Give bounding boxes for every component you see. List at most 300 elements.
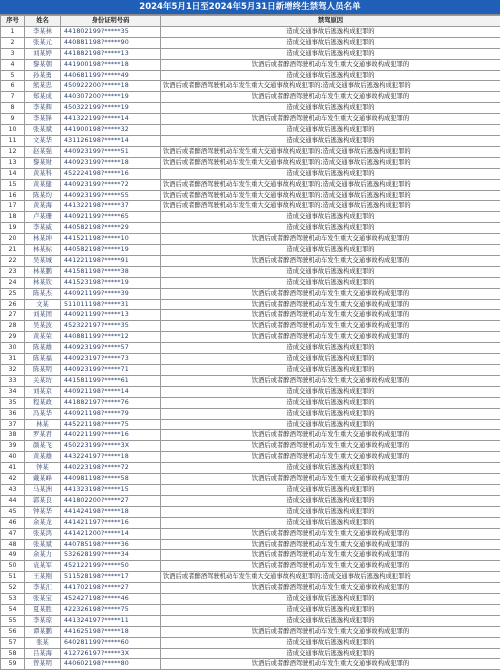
- row-number-cell: 16: [1, 190, 25, 201]
- table-row: [1, 365, 500, 376]
- name-cell: 林某坤: [25, 234, 61, 245]
- table-row: [1, 343, 500, 354]
- name-cell: 黄某荣: [25, 332, 61, 343]
- id-number-cell: 440923199?*****18: [61, 157, 161, 168]
- id-number-cell: 440923199?*****57: [61, 343, 161, 354]
- table-row: [1, 103, 500, 114]
- name-cell: 颜某飞: [25, 441, 61, 452]
- ban-reason-cell: 饮酒后或者醉酒驾驶机动车发生重大交通事故构成犯罪的: [161, 234, 500, 245]
- row-number-cell: 2: [1, 37, 25, 48]
- id-number-cell: 440923197?*****73: [61, 354, 161, 365]
- table-row: [1, 452, 500, 463]
- table-row: [1, 48, 500, 59]
- table-row: [1, 386, 500, 397]
- id-number-cell: 441900198?*****32: [61, 125, 161, 136]
- ban-reason-cell: 饮酒后或者醉酒驾驶机动车发生重大交通事故构成犯罪的: [161, 321, 500, 332]
- table-row: [1, 637, 500, 648]
- row-number-cell: 50: [1, 561, 25, 572]
- ban-reason-cell: 造成交通事故后逃逸构成犯罪的: [161, 419, 500, 430]
- ban-reason-cell: 饮酒后或者醉酒驾驶机动车发生重大交通事故构成犯罪的;造成交通事故后逃逸构成犯罪的: [161, 201, 500, 212]
- id-number-cell: 450922200?*****18: [61, 81, 161, 92]
- id-number-cell: 452322197?*****35: [61, 321, 161, 332]
- ban-reason-cell: 造成交通事故后逃逸构成犯罪的: [161, 223, 500, 234]
- row-number-cell: 32: [1, 365, 25, 376]
- ban-reason-cell: 饮酒后或者醉酒驾驶机动车发生重大交通事故构成犯罪的: [161, 539, 500, 550]
- row-number-cell: 31: [1, 354, 25, 365]
- id-number-cell: 441900198?*****18: [61, 59, 161, 70]
- name-cell: 李某辉: [25, 103, 61, 114]
- name-cell: 吕某海: [25, 648, 61, 659]
- name-cell: 陈某明: [25, 365, 61, 376]
- table-row: [1, 659, 500, 670]
- row-number-cell: 57: [1, 637, 25, 648]
- name-cell: 张某斌: [25, 125, 61, 136]
- table-row: [1, 506, 500, 517]
- table-row: [1, 157, 500, 168]
- ban-reason-cell: 饮酒后或者醉酒驾驶机动车发生重大交通事故构成犯罪的: [161, 626, 500, 637]
- ban-reason-cell: 饮酒后或者醉酒驾驶机动车发生重大交通事故构成犯罪的: [161, 299, 500, 310]
- ban-reason-cell: 造成交通事故后逃逸构成犯罪的: [161, 365, 500, 376]
- name-cell: 陈某杰: [25, 288, 61, 299]
- id-number-cell: 440923199?*****51: [61, 146, 161, 157]
- table-row: [1, 626, 500, 637]
- name-cell: 郭某良: [25, 495, 61, 506]
- ban-reason-cell: 饮酒后或者醉酒驾驶机动车发生重大交通事故构成犯罪的: [161, 474, 500, 485]
- table-row: [1, 495, 500, 506]
- ban-reason-cell: 饮酒后或者醉酒驾驶机动车发生重大交通事故构成犯罪的: [161, 59, 500, 70]
- table-row: [1, 212, 500, 223]
- row-number-cell: 9: [1, 114, 25, 125]
- row-number-cell: 36: [1, 408, 25, 419]
- id-number-cell: 452224198?*****16: [61, 168, 161, 179]
- row-number-cell: 23: [1, 266, 25, 277]
- ban-reason-cell: 饮酒后或者醉酒驾驶机动车发生重大交通事故构成犯罪的;造成交通事故后逃逸构成犯罪的: [161, 190, 500, 201]
- name-cell: 余某力: [25, 550, 61, 561]
- ban-reason-cell: 造成交通事故后逃逸构成犯罪的: [161, 354, 500, 365]
- id-number-cell: 440921198?*****79: [61, 408, 161, 419]
- ban-reason-cell: 饮酒后或者醉酒驾驶机动车发生重大交通事故构成犯罪的: [161, 550, 500, 561]
- id-number-cell: 440221199?*****16: [61, 430, 161, 441]
- row-number-cell: 5: [1, 70, 25, 81]
- row-number-cell: 7: [1, 92, 25, 103]
- name-cell: 黄某健: [25, 179, 61, 190]
- ban-reason-cell: 造成交通事故后逃逸构成犯罪的: [161, 648, 500, 659]
- table-row: [1, 37, 500, 48]
- name-cell: 林某: [25, 419, 61, 430]
- ban-reason-cell: 饮酒后或者醉酒驾驶机动车发生重大交通事故构成犯罪的: [161, 659, 500, 670]
- name-cell: 刘某婷: [25, 48, 61, 59]
- ban-reason-cell: 造成交通事故后逃逸构成犯罪的: [161, 168, 500, 179]
- id-number-cell: 441882197?*****76: [61, 397, 161, 408]
- table-row: [1, 223, 500, 234]
- row-number-cell: 44: [1, 495, 25, 506]
- table-row: [1, 321, 500, 332]
- ban-reason-cell: 饮酒后或者醉酒驾驶机动车发生重大交通事故构成犯罪的;造成交通事故后逃逸构成犯罪的: [161, 81, 500, 92]
- ban-reason-cell: 造成交通事故后逃逸构成犯罪的: [161, 277, 500, 288]
- row-number-cell: 35: [1, 397, 25, 408]
- header-no: 序号: [1, 16, 25, 27]
- name-cell: 卢某珊: [25, 212, 61, 223]
- id-number-cell: 511528198?*****17: [61, 572, 161, 583]
- row-number-cell: 13: [1, 157, 25, 168]
- id-number-cell: 441324197?*****11: [61, 615, 161, 626]
- table-row: [1, 255, 500, 266]
- ban-reason-cell: 饮酒后或者醉酒驾驶机动车发生重大交通事故构成犯罪的: [161, 332, 500, 343]
- row-number-cell: 17: [1, 201, 25, 212]
- table-row: [1, 561, 500, 572]
- id-number-cell: 443224197?*****18: [61, 452, 161, 463]
- table-row: [1, 594, 500, 605]
- table-row: [1, 146, 500, 157]
- id-number-cell: 440881199?*****12: [61, 332, 161, 343]
- table-row: [1, 397, 500, 408]
- id-number-cell: 441802199?*****35: [61, 26, 161, 37]
- ban-reason-cell: 饮酒后或者醉酒驾驶机动车发生重大交通事故构成犯罪的: [161, 255, 500, 266]
- table-row: [1, 288, 500, 299]
- table-row: [1, 550, 500, 561]
- id-number-cell: 441322198?*****37: [61, 201, 161, 212]
- name-cell: 马某洲: [25, 484, 61, 495]
- id-number-cell: 441521198?*****10: [61, 234, 161, 245]
- row-number-cell: 27: [1, 310, 25, 321]
- id-number-cell: 440921199?*****65: [61, 212, 161, 223]
- table-row: [1, 245, 500, 256]
- id-number-cell: 441421200?*****14: [61, 528, 161, 539]
- name-cell: 冯某华: [25, 408, 61, 419]
- table-row: [1, 92, 500, 103]
- id-number-cell: 441882198?*****13: [61, 48, 161, 59]
- ban-reason-cell: 饮酒后或者醉酒驾驶机动车发生重大交通事故构成犯罪的: [161, 310, 500, 321]
- row-number-cell: 56: [1, 626, 25, 637]
- table-row: [1, 583, 500, 594]
- id-number-cell: 440923199?*****71: [61, 365, 161, 376]
- ban-reason-cell: 造成交通事故后逃逸构成犯罪的: [161, 245, 500, 256]
- table-row: [1, 168, 500, 179]
- ban-reason-cell: 饮酒后或者醉酒驾驶机动车发生重大交通事故构成犯罪的: [161, 583, 500, 594]
- id-number-cell: 440921198?*****14: [61, 386, 161, 397]
- table-row: [1, 234, 500, 245]
- row-number-cell: 40: [1, 452, 25, 463]
- ban-reason-cell: 饮酒后或者醉酒驾驶机动车发生重大交通事故构成犯罪的;造成交通事故后逃逸构成犯罪的: [161, 179, 500, 190]
- ban-reason-cell: 造成交通事故后逃逸构成犯罪的: [161, 266, 500, 277]
- ban-reason-cell: 饮酒后或者醉酒驾驶机动车发生重大交通事故构成犯罪的: [161, 561, 500, 572]
- header-name: 姓名: [25, 16, 61, 27]
- ban-reason-cell: 造成交通事故后逃逸构成犯罪的: [161, 343, 500, 354]
- id-number-cell: 441323198?*****15: [61, 484, 161, 495]
- table-body: [1, 26, 500, 669]
- ban-reason-cell: 造成交通事故后逃逸构成犯罪的: [161, 408, 500, 419]
- ban-reason-cell: 造成交通事故后逃逸构成犯罪的: [161, 125, 500, 136]
- id-number-cell: 441421197?*****16: [61, 517, 161, 528]
- name-cell: 孙某勇: [25, 70, 61, 81]
- name-cell: 曾某明: [25, 659, 61, 670]
- name-cell: 郑某成: [25, 92, 61, 103]
- row-number-cell: 52: [1, 583, 25, 594]
- table-row: [1, 266, 500, 277]
- name-cell: 谭某鹏: [25, 626, 61, 637]
- ban-reason-cell: 造成交通事故后逃逸构成犯罪的: [161, 37, 500, 48]
- table-row: [1, 604, 500, 615]
- name-cell: 刘某京: [25, 386, 61, 397]
- name-cell: 钟某华: [25, 506, 61, 517]
- id-number-cell: 441625198?*****18: [61, 626, 161, 637]
- name-cell: 林某鹏: [25, 266, 61, 277]
- id-number-cell: 422326198?*****75: [61, 604, 161, 615]
- name-cell: 林某标: [25, 245, 61, 256]
- ban-reason-cell: 造成交通事故后逃逸构成犯罪的: [161, 495, 500, 506]
- row-number-cell: 19: [1, 223, 25, 234]
- ban-reason-cell: 饮酒后或者醉酒驾驶机动车发生重大交通事故构成犯罪的: [161, 114, 500, 125]
- table-row: [1, 463, 500, 474]
- row-number-cell: 11: [1, 135, 25, 146]
- ban-reason-cell: 饮酒后或者醉酒驾驶机动车发生重大交通事故构成犯罪的: [161, 375, 500, 386]
- ban-reason-cell: 造成交通事故后逃逸构成犯罪的: [161, 386, 500, 397]
- id-number-cell: 441322199?*****14: [61, 114, 161, 125]
- name-cell: 黎某朝: [25, 59, 61, 70]
- row-number-cell: 37: [1, 419, 25, 430]
- ban-reason-cell: 饮酒后或者醉酒驾驶机动车发生重大交通事故构成犯罪的;造成交通事故后逃逸构成犯罪的: [161, 146, 500, 157]
- row-number-cell: 55: [1, 615, 25, 626]
- id-number-cell: 640281199?*****60: [61, 637, 161, 648]
- row-number-cell: 47: [1, 528, 25, 539]
- table-row: [1, 81, 500, 92]
- id-number-cell: 440681199?*****49: [61, 70, 161, 81]
- ban-reason-cell: 造成交通事故后逃逸构成犯罪的: [161, 70, 500, 81]
- name-cell: 刘某团: [25, 310, 61, 321]
- row-number-cell: 49: [1, 550, 25, 561]
- banned-drivers-table: [0, 15, 500, 670]
- ban-reason-cell: 造成交通事故后逃逸构成犯罪的: [161, 212, 500, 223]
- row-number-cell: 25: [1, 288, 25, 299]
- row-number-cell: 58: [1, 648, 25, 659]
- ban-reason-cell: 饮酒后或者醉酒驾驶机动车发生重大交通事故构成犯罪的: [161, 528, 500, 539]
- row-number-cell: 39: [1, 441, 25, 452]
- ban-reason-cell: 饮酒后或者醉酒驾驶机动车发生重大交通事故构成犯罪的: [161, 452, 500, 463]
- row-number-cell: 14: [1, 168, 25, 179]
- name-cell: 李某锋: [25, 114, 61, 125]
- id-number-cell: 440923199?*****55: [61, 190, 161, 201]
- row-number-cell: 34: [1, 386, 25, 397]
- table-row: [1, 441, 500, 452]
- name-cell: 钟某: [25, 463, 61, 474]
- table-row: [1, 615, 500, 626]
- name-cell: 吴某波: [25, 321, 61, 332]
- id-number-cell: 440881198?*****90: [61, 37, 161, 48]
- id-number-cell: 440582198?*****19: [61, 245, 161, 256]
- table-row: [1, 648, 500, 659]
- id-number-cell: 441523198?*****19: [61, 277, 161, 288]
- ban-reason-cell: 造成交通事故后逃逸构成犯罪的: [161, 506, 500, 517]
- id-number-cell: 440785198?*****36: [61, 539, 161, 550]
- id-number-cell: 532628199?*****34: [61, 550, 161, 561]
- name-cell: 张某宝: [25, 594, 61, 605]
- ban-reason-cell: 造成交通事故后逃逸构成犯罪的: [161, 615, 500, 626]
- name-cell: 赵某强: [25, 146, 61, 157]
- table-row: [1, 419, 500, 430]
- row-number-cell: 22: [1, 255, 25, 266]
- name-cell: 吴某城: [25, 255, 61, 266]
- row-number-cell: 45: [1, 506, 25, 517]
- table-row: [1, 517, 500, 528]
- row-number-cell: 59: [1, 659, 25, 670]
- table-row: [1, 299, 500, 310]
- header-id: 身份证明号码: [61, 16, 161, 27]
- name-cell: 夏某胜: [25, 604, 61, 615]
- table-row: [1, 179, 500, 190]
- name-cell: 陈某福: [25, 354, 61, 365]
- row-number-cell: 24: [1, 277, 25, 288]
- row-number-cell: 53: [1, 594, 25, 605]
- table-row: [1, 528, 500, 539]
- ban-reason-cell: 造成交通事故后逃逸构成犯罪的: [161, 484, 500, 495]
- id-number-cell: 440223198?*****72: [61, 463, 161, 474]
- name-cell: 李某威: [25, 223, 61, 234]
- ban-reason-cell: 造成交通事故后逃逸构成犯罪的: [161, 637, 500, 648]
- table-row: [1, 114, 500, 125]
- id-number-cell: 440921199?*****39: [61, 288, 161, 299]
- ban-reason-cell: 造成交通事故后逃逸构成犯罪的: [161, 135, 500, 146]
- id-number-cell: 441702198?*****27: [61, 583, 161, 594]
- ban-reason-cell: 造成交通事故后逃逸构成犯罪的: [161, 604, 500, 615]
- id-number-cell: 441221198?*****91: [61, 255, 161, 266]
- id-number-cell: 440921199?*****13: [61, 310, 161, 321]
- ban-reason-cell: 造成交通事故后逃逸构成犯罪的: [161, 463, 500, 474]
- header-reason: 禁驾原因: [161, 16, 500, 27]
- row-number-cell: 54: [1, 604, 25, 615]
- table-row: [1, 59, 500, 70]
- name-cell: 程某政: [25, 397, 61, 408]
- id-number-cell: 440981198?*****58: [61, 474, 161, 485]
- name-cell: 黄某海: [25, 201, 61, 212]
- table-row: [1, 572, 500, 583]
- name-cell: 李某汇: [25, 583, 61, 594]
- id-number-cell: 511011198?*****31: [61, 299, 161, 310]
- name-cell: 罗某君: [25, 430, 61, 441]
- name-cell: 张某: [25, 637, 61, 648]
- table-row: [1, 375, 500, 386]
- name-cell: 陈某雄: [25, 343, 61, 354]
- name-cell: 戴某峰: [25, 474, 61, 485]
- ban-reason-cell: 造成交通事故后逃逸构成犯罪的: [161, 517, 500, 528]
- row-number-cell: 4: [1, 59, 25, 70]
- ban-reason-cell: 饮酒后或者醉酒驾驶机动车发生重大交通事故构成犯罪的: [161, 288, 500, 299]
- ban-reason-cell: 造成交通事故后逃逸构成犯罪的: [161, 26, 500, 37]
- row-number-cell: 46: [1, 517, 25, 528]
- row-number-cell: 21: [1, 245, 25, 256]
- name-cell: 文某: [25, 299, 61, 310]
- name-cell: 袁某军: [25, 561, 61, 572]
- name-cell: 文某华: [25, 135, 61, 146]
- table-row: [1, 135, 500, 146]
- id-number-cell: 431126198?*****14: [61, 135, 161, 146]
- table-row: [1, 70, 500, 81]
- name-cell: 熊某忠: [25, 81, 61, 92]
- row-number-cell: 20: [1, 234, 25, 245]
- table-row: [1, 484, 500, 495]
- ban-reason-cell: 造成交通事故后逃逸构成犯罪的: [161, 594, 500, 605]
- table-row: [1, 310, 500, 321]
- id-number-cell: 440923199?*****72: [61, 179, 161, 190]
- table-row: [1, 354, 500, 365]
- ban-reason-cell: 造成交通事故后逃逸构成犯罪的: [161, 397, 500, 408]
- row-number-cell: 8: [1, 103, 25, 114]
- table-row: [1, 332, 500, 343]
- id-number-cell: 440307200?*****19: [61, 92, 161, 103]
- name-cell: 张某鸿: [25, 528, 61, 539]
- list-title: 2024年5月1日至2024年5月31日新增终生禁驾人员名单: [0, 0, 500, 15]
- row-number-cell: 6: [1, 81, 25, 92]
- ban-reason-cell: 饮酒后或者醉酒驾驶机动车发生重大交通事故构成犯罪的: [161, 92, 500, 103]
- id-number-cell: 452427198?*****46: [61, 594, 161, 605]
- row-number-cell: 41: [1, 463, 25, 474]
- name-cell: 林某钦: [25, 277, 61, 288]
- name-cell: 关某坊: [25, 375, 61, 386]
- id-number-cell: 445221198?*****75: [61, 419, 161, 430]
- ban-reason-cell: 饮酒后或者醉酒驾驶机动车发生重大交通事故构成犯罪的;造成交通事故后逃逸构成犯罪的: [161, 157, 500, 168]
- table-row: [1, 539, 500, 550]
- row-number-cell: 48: [1, 539, 25, 550]
- table-row: [1, 190, 500, 201]
- name-cell: 王某刚: [25, 572, 61, 583]
- row-number-cell: 30: [1, 343, 25, 354]
- name-cell: 李某琼: [25, 615, 61, 626]
- row-number-cell: 29: [1, 332, 25, 343]
- table-row: [1, 408, 500, 419]
- ban-reason-cell: 造成交通事故后逃逸构成犯罪的: [161, 48, 500, 59]
- row-number-cell: 33: [1, 375, 25, 386]
- id-number-cell: 450322199?*****19: [61, 103, 161, 114]
- ban-reason-cell: 饮酒后或者醉酒驾驶机动车发生重大交通事故构成犯罪的;造成交通事故后逃逸构成犯罪的: [161, 572, 500, 583]
- row-number-cell: 18: [1, 212, 25, 223]
- row-number-cell: 15: [1, 179, 25, 190]
- id-number-cell: 441581199?*****61: [61, 375, 161, 386]
- table-row: [1, 474, 500, 485]
- name-cell: 张某斌: [25, 539, 61, 550]
- row-number-cell: 38: [1, 430, 25, 441]
- row-number-cell: 10: [1, 125, 25, 136]
- ban-reason-cell: 饮酒后或者醉酒驾驶机动车发生重大交通事故构成犯罪的: [161, 430, 500, 441]
- row-number-cell: 51: [1, 572, 25, 583]
- row-number-cell: 3: [1, 48, 25, 59]
- id-number-cell: 412726197?*****3X: [61, 648, 161, 659]
- name-cell: 陈某均: [25, 190, 61, 201]
- table-row: [1, 125, 500, 136]
- ban-reason-cell: 造成交通事故后逃逸构成犯罪的: [161, 103, 500, 114]
- id-number-cell: 441802200?*****27: [61, 495, 161, 506]
- row-number-cell: 26: [1, 299, 25, 310]
- id-number-cell: 441581198?*****38: [61, 266, 161, 277]
- table-row: [1, 430, 500, 441]
- name-cell: 余某龙: [25, 517, 61, 528]
- row-number-cell: 42: [1, 474, 25, 485]
- table-row: [1, 26, 500, 37]
- name-cell: 李某林: [25, 26, 61, 37]
- id-number-cell: 450223199?*****3X: [61, 441, 161, 452]
- row-number-cell: 28: [1, 321, 25, 332]
- ban-reason-cell: 饮酒后或者醉酒驾驶机动车发生重大交通事故构成犯罪的: [161, 441, 500, 452]
- row-number-cell: 1: [1, 26, 25, 37]
- row-number-cell: 12: [1, 146, 25, 157]
- id-number-cell: 440602198?*****80: [61, 659, 161, 670]
- name-cell: 张某元: [25, 37, 61, 48]
- table-row: [1, 277, 500, 288]
- row-number-cell: 43: [1, 484, 25, 495]
- id-number-cell: 452122199?*****50: [61, 561, 161, 572]
- id-number-cell: 441424198?*****18: [61, 506, 161, 517]
- name-cell: 黄某科: [25, 168, 61, 179]
- name-cell: 黎某财: [25, 157, 61, 168]
- table-row: [1, 201, 500, 212]
